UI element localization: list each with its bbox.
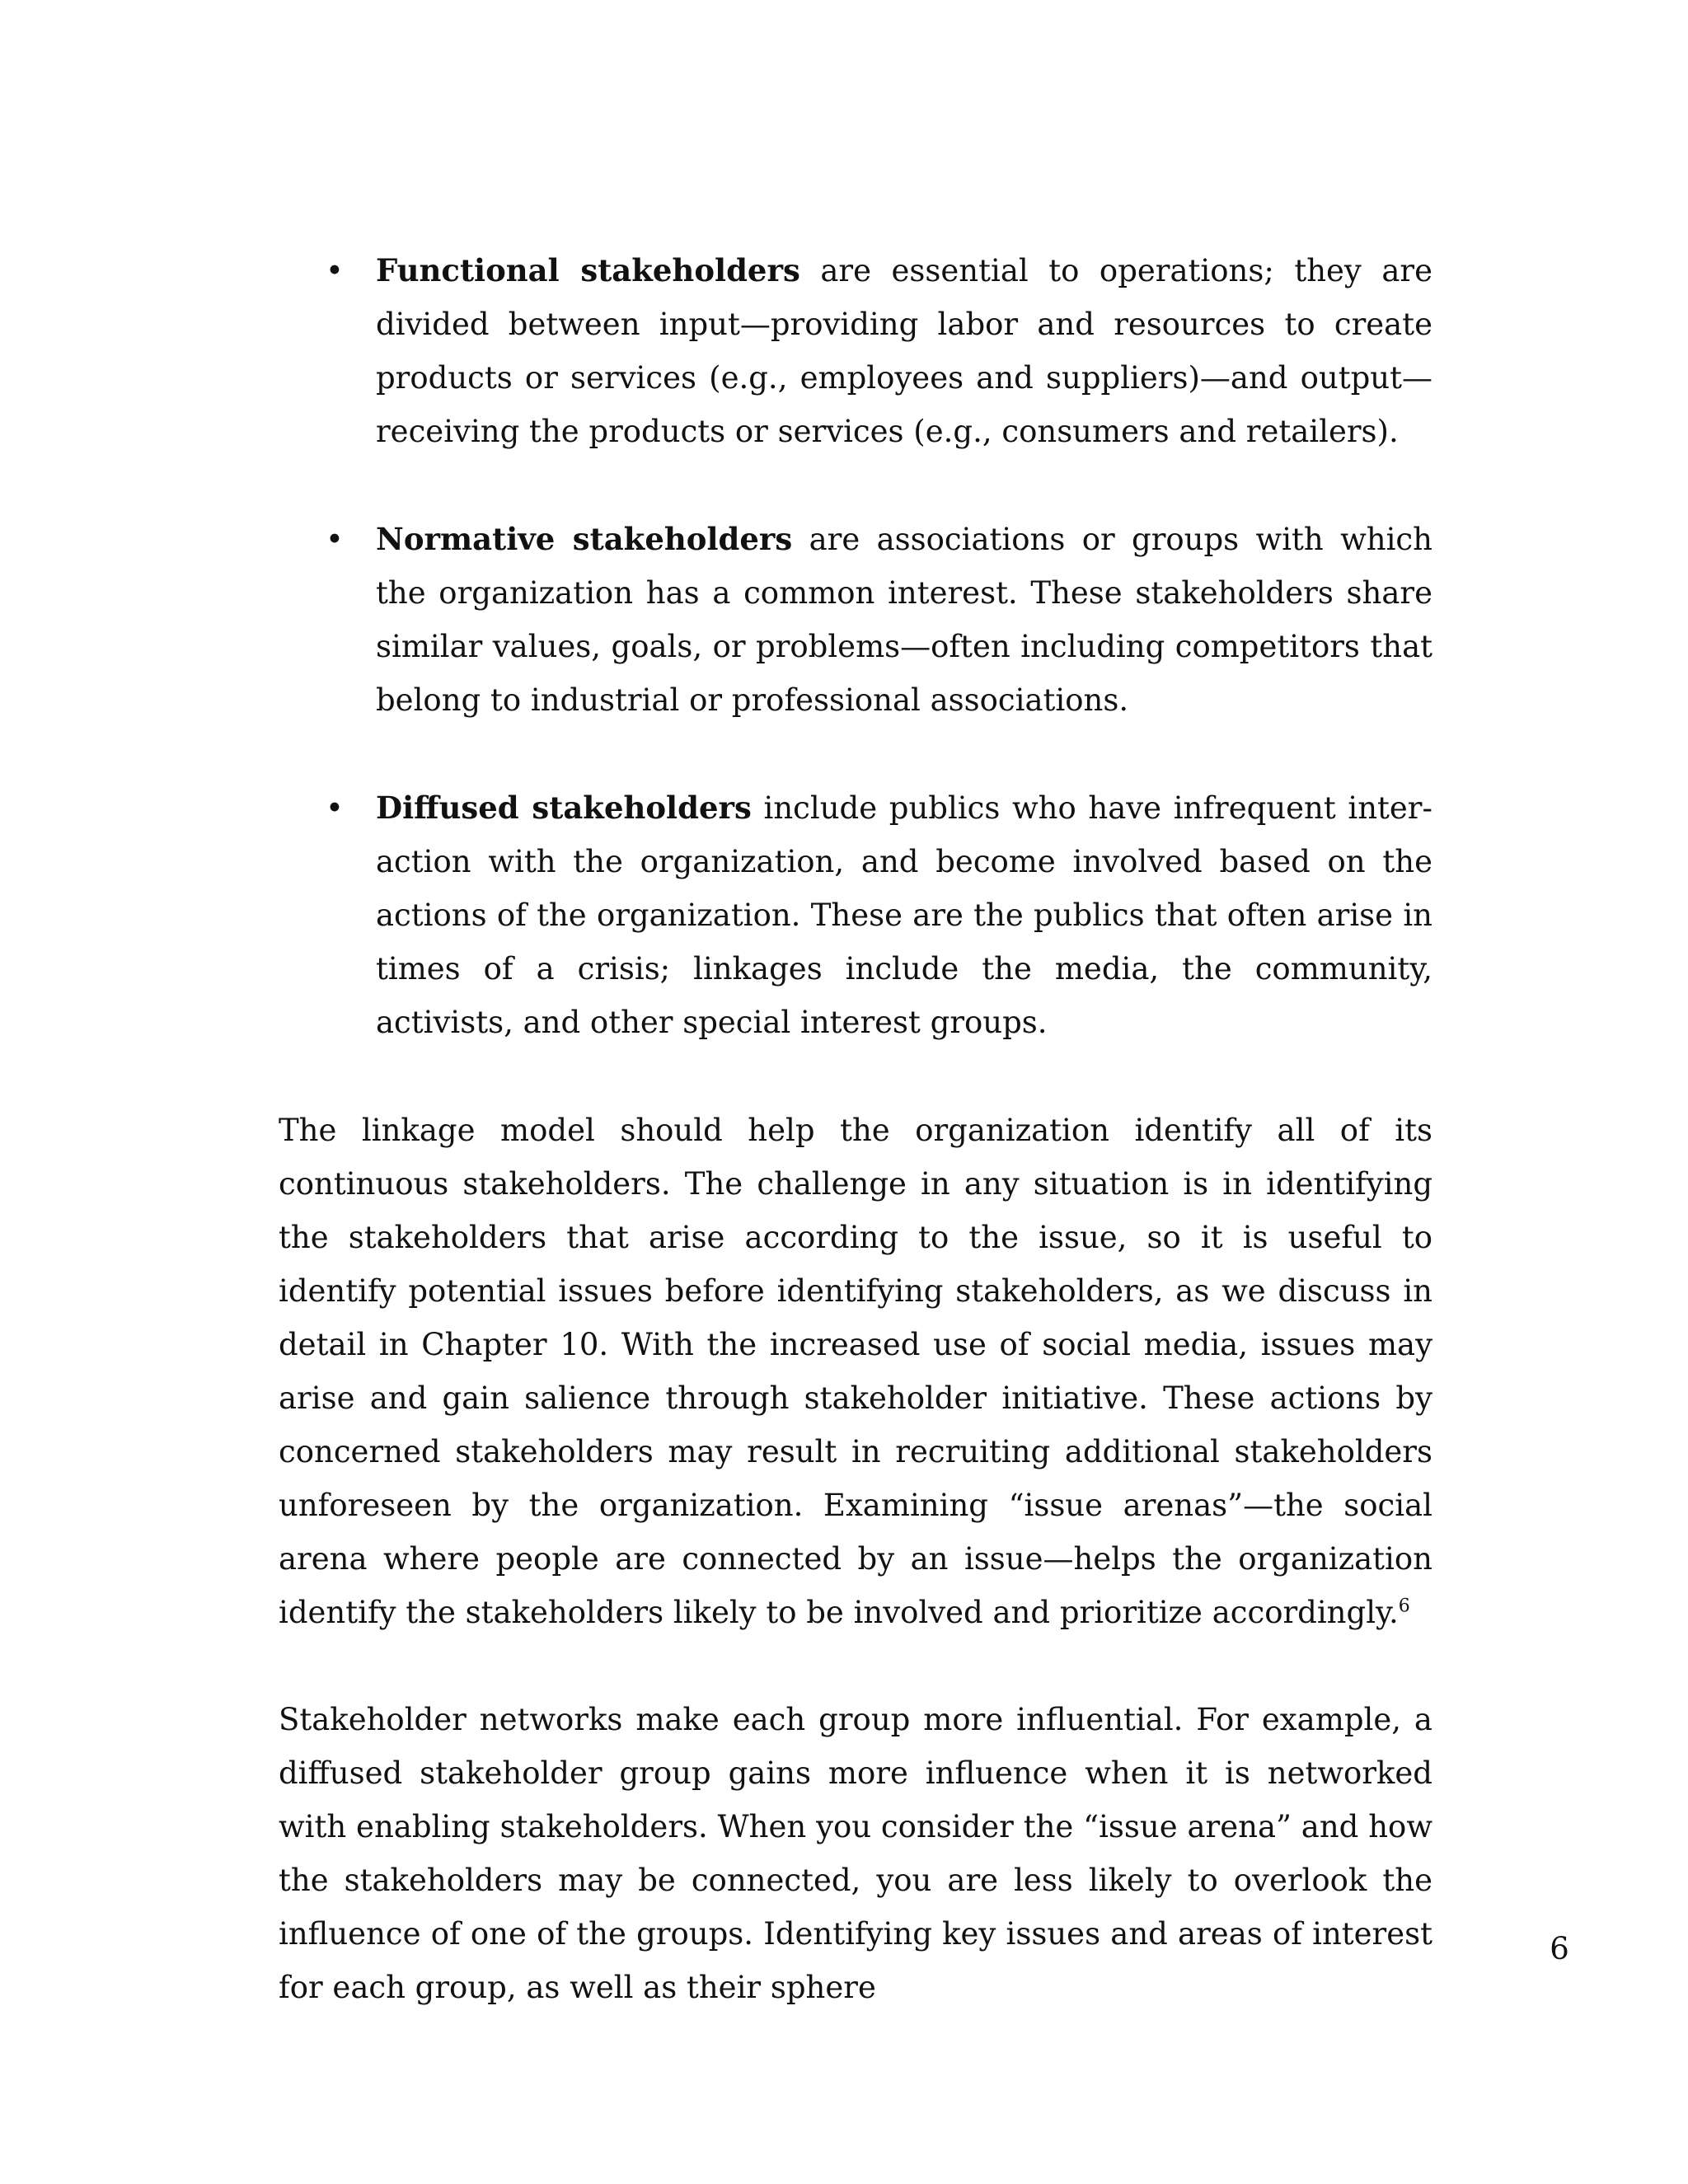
paragraph-stakeholder-networks-text: Stakeholder networks make each group more influential. For example, a diffused stakeholder group gains more influence when it is networked with enabling stakeholders. When you consider the “issue arena” and how the stakeholders may be connected, you are less likely to overlook the influence of one of the groups. Identifying key issues and areas of interest for each group, as well as their sphere [279,1702,1432,2005]
bullet-icon: • [326,790,344,826]
bullet-icon: • [326,253,344,288]
term-functional-stakeholders: Functional stakeholders [376,252,800,288]
description-normative-stakeholders: are associations or groups with which the organization has a common interest. These stakeholders share similar values, goals, or problems—often including competitors that belong to industrial or professional associations. [376,522,1432,718]
list-item-functional-stakeholders [279,244,1432,458]
stakeholder-types-list [279,244,1432,1049]
term-normative-stakeholders: Normative stakeholders [376,521,793,557]
page-number: 6 [1550,1931,1569,1966]
paragraph-linkage-model-text: The linkage model should help the organization identify all of its continuous stakeholders. The challenge in any situation is in identifying the stakeholders that arise according to the issue, so it is useful to identify potential issues before identifying stakeholders, as we discuss in detail in Chapter 10. With the increased use of social media, issues may arise and gain salience through stakeholder initiative. These actions by concerned stakeholders may result in recruiting additional stakeholders unforeseen by the organization. Examining “issue arenas”—the social arena where people are connected by an issue—helps the organization identify the stakeholders likely to be involved and prioritize accordingly. [279,1113,1432,1630]
description-diffused-stakeholders: include publics who have infrequent inter-action with the organization, and become involved based on the actions of the organization. These are the publics that often arise in times of a crisis; linkages include the media, the community, activists, and other special interest groups. [376,790,1433,1040]
list-item-diffused-stakeholders [279,781,1432,1049]
page-content [279,244,1432,2014]
paragraph-stakeholder-networks [279,1693,1432,2014]
bullet-icon: • [326,522,344,557]
footnote-reference[interactable]: 6 [1398,1596,1410,1617]
list-item-normative-stakeholders [279,513,1432,727]
term-diffused-stakeholders: Diffused stakeholders [376,790,752,826]
paragraph-linkage-model [279,1104,1432,1639]
description-functional-stakeholders: are essential to operations; they are divided between input—providing labor and resources to create products or services (e.g., employees and suppliers)—and output— receiving the products or services (e.g., consumers and retailers). [376,253,1432,449]
